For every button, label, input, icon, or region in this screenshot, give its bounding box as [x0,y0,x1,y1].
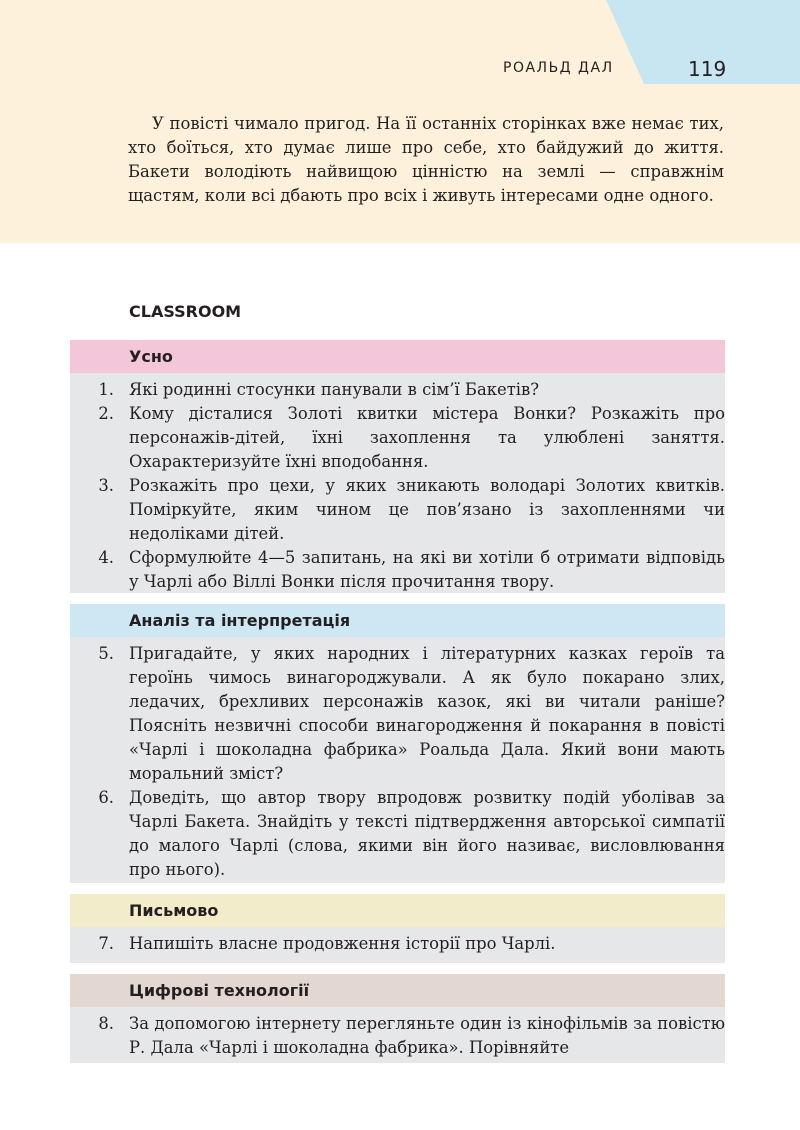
section-body-writing [70,927,725,963]
question-number: 4. [98,548,114,567]
question-number: 8. [98,1014,114,1033]
section-heading-writing: Письмово [70,894,725,927]
section-body-analysis [70,637,725,883]
classroom-title: CLASSROOM [129,302,242,321]
section-body-oral [70,373,725,593]
section-heading-oral: Усно [70,340,725,373]
question-item [70,932,725,956]
question-item [70,474,725,546]
question-item [70,1012,725,1060]
running-header-author: РОАЛЬД ДАЛ [503,60,614,76]
page-number: 119 [688,57,727,81]
question-item [70,786,725,882]
question-text: Пригадайте, у яких народних і літературних казках героїв та героїнь чимось винагороджували. А як було покарано злих, ледачих, брехливих персонажів казок, які ви читали раніше? Поясніть незвичні способи винагородження й покарання в повісті «Чарлі і шоколадна фабрика» Роальда Дала. Який вони мають моральний зміст? [129,644,725,783]
question-text: Сформулюйте 4—5 запитань, на які ви хотіли б отримати відповідь у Чарлі або Віллі Вонки після прочитання твору. [129,548,725,591]
question-text: За допомогою інтернету перегляньте один із кінофільмів за повістю Р. Дала «Чарлі і шоколадна фабрика». Порівняйте [129,1014,725,1057]
question-number: 7. [98,934,114,953]
question-number: 2. [98,404,114,423]
question-text: Напишіть власне продовження історії про Чарлі. [129,934,556,953]
question-item [70,378,725,402]
intro-paragraph: У повісті чимало пригод. На її останніх сторінках вже немає тих, хто боїться, хто думає лише про себе, хто байдужий до життя. Бакети володіють найвищою цінністю на землі — справжнім щастям, коли всі дбають про всіх і живуть інтересами одне одного. [128,114,724,205]
page-number-tab [0,0,800,84]
question-number: 1. [98,380,114,399]
section-heading-digital: Цифрові технології [70,974,725,1007]
question-text: Доведіть, що автор твору впродовж розвитку подій уболівав за Чарлі Бакета. Знайдіть у тексті підтвердження авторської симпатії до малого Чарлі (слова, якими він його називає, висловлювання про нього). [129,788,725,879]
question-text: Кому дісталися Золоті квитки містера Вонки? Розкажіть про персонажів-дітей, їхні захоплення та улюблені заняття. Охарактеризуйте їхні вподобання. [129,404,725,471]
question-item [70,402,725,474]
question-item [70,546,725,594]
question-item [70,642,725,786]
section-body-digital [70,1007,725,1063]
question-number: 5. [98,644,114,663]
question-number: 6. [98,788,114,807]
question-number: 3. [98,476,114,495]
question-text: Розкажіть про цехи, у яких зникають володарі Золотих квитків. Поміркуйте, яким чином це пов’язано із захопленнями чи недоліками дітей. [129,476,725,543]
section-heading-analysis: Аналіз та інтерпретація [70,604,725,637]
question-text: Які родинні стосунки панували в сім’ї Бакетів? [129,380,540,399]
